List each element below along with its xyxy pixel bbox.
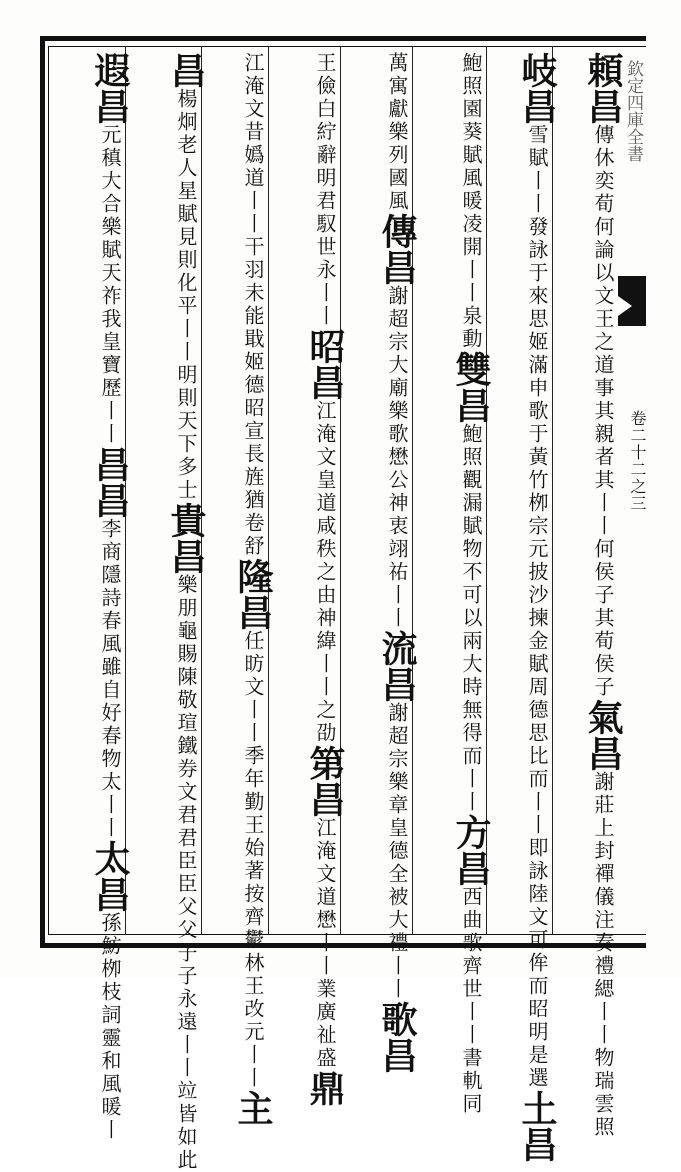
annotation-text: 謝超宗大廟樂歌懋 xyxy=(385,285,409,469)
annotation-text: 兩大時無得而丨丨 xyxy=(459,630,483,814)
annotation-text: 楊炯老人星賦見則化 xyxy=(174,88,198,295)
fishtail-notch xyxy=(618,296,632,316)
headword: 昭昌 xyxy=(304,328,346,400)
annotation-text: 丨業廣祉盛 xyxy=(313,955,337,1070)
text-column xyxy=(201,52,274,1126)
text-column xyxy=(340,52,418,1073)
annotation-text: 揀金賦周德思比而丨丨即詠陸文可侔而昭明是選 xyxy=(525,607,549,1090)
annotation-text: 能戢姬德昭宣長旌猶卷舒 xyxy=(241,305,265,558)
annotation-text: 凌開丨丨泉動 xyxy=(459,213,483,351)
text-column xyxy=(268,52,346,1106)
annotation-text: 由神緯丨丨之劭 xyxy=(313,584,337,745)
volume-label: 卷二十二之三 xyxy=(628,410,647,512)
headword: 隆昌 xyxy=(232,558,274,630)
annotation-text: 全被大禮丨丨 xyxy=(385,863,409,1001)
text-column xyxy=(486,52,558,1162)
annotation-text: 公神衷翊祐丨丨 xyxy=(385,469,409,630)
headword: 主 xyxy=(232,1090,274,1126)
headword: 昌 xyxy=(165,52,207,88)
annotation-text: 萬寓獻樂 xyxy=(385,52,409,144)
headword: 鼎 xyxy=(304,1070,346,1106)
annotation-text: 樂朋龜賜陳敬瑄鐵券文君君臣 xyxy=(174,574,198,873)
annotation-text: 謝莊上封禪儀注奏 xyxy=(591,771,615,955)
annotation-text: 鮑照觀漏賦物不可以 xyxy=(459,423,483,630)
annotation-text: 孫魴栁枝詞 xyxy=(98,912,122,1027)
headword: 岐昌 xyxy=(516,52,558,124)
annotation-text: 西曲歌齊世 xyxy=(459,886,483,1001)
annotation-text: 丨丨書軌同 xyxy=(459,1001,483,1116)
annotation-text: 江淹文皇道咸秩之 xyxy=(313,400,337,584)
headword: 遐昌 xyxy=(89,52,131,124)
annotation-text: 著按齊鬱林王改元丨丨 xyxy=(241,860,265,1090)
headword: 第昌 xyxy=(304,745,346,817)
text-column xyxy=(552,52,624,1139)
text-column xyxy=(125,52,207,1172)
text-column xyxy=(412,52,492,1116)
annotation-text: 江淹文昔嬀道丨丨干羽未 xyxy=(241,52,265,305)
border-inner-left xyxy=(48,46,49,934)
annotation-text: 禮緦丨丨物瑞雲照 xyxy=(591,955,615,1139)
headword: 方昌 xyxy=(450,814,492,886)
headword: 雙昌 xyxy=(450,351,492,423)
headword: 土昌 xyxy=(516,1090,558,1162)
annotation-text: 列國風 xyxy=(385,144,409,213)
headword: 太昌 xyxy=(89,840,131,912)
annotation-text: 靈和風暖丨 xyxy=(98,1027,122,1142)
border-inner-top xyxy=(48,46,646,47)
annotation-text: 王儉白紵辭明 xyxy=(313,52,337,190)
headword: 頼昌 xyxy=(582,52,624,124)
headword: 傳昌 xyxy=(376,213,418,285)
headword: 昌昌 xyxy=(89,446,131,518)
border-inner-bottom xyxy=(48,934,646,935)
annotation-text: 雪賦丨丨發詠于來思姬滿申歌于黃竹栁宗元披沙 xyxy=(525,124,549,607)
annotation-text: 任昉文丨丨季年勤王始 xyxy=(241,630,265,860)
annotation-text: 臣父父子子永遠丨丨竝皆如此 xyxy=(174,873,198,1172)
headword: 氣昌 xyxy=(582,699,624,771)
annotation-text: 謝超宗樂章皇德 xyxy=(385,702,409,863)
headword: 流昌 xyxy=(376,630,418,702)
annotation-text: 自好春物太丨丨 xyxy=(98,679,122,840)
annotation-text: 傳休奕荀何論以文王之道事其 xyxy=(591,124,615,423)
annotation-text: 鮑照園葵賦風暖 xyxy=(459,52,483,213)
annotation-text: 君馭世永丨丨 xyxy=(313,190,337,328)
annotation-text: 江淹文道懋丨 xyxy=(313,817,337,955)
headword: 歌昌 xyxy=(376,1001,418,1073)
text-column xyxy=(50,52,131,1142)
running-head: 欽定四庫全書 xyxy=(623,60,643,162)
annotation-text: 元稹大合樂賦天 xyxy=(98,124,122,285)
annotation-text: 平丨丨明則天下多士 xyxy=(174,295,198,502)
headword: 貴昌 xyxy=(165,502,207,574)
annotation-text: 李商隱詩春風雖 xyxy=(98,518,122,679)
annotation-text: 祚我皇寶歷丨丨 xyxy=(98,285,122,446)
annotation-text: 親者其丨丨何侯子其荀侯子 xyxy=(591,423,615,699)
